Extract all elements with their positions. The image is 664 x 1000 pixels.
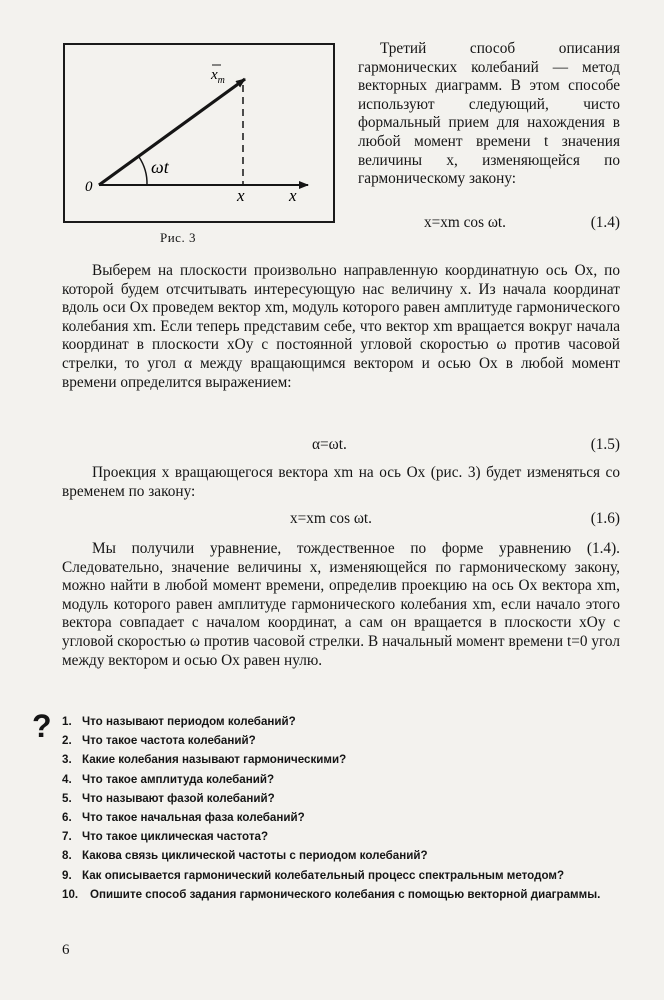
- angle-arc: [139, 157, 147, 185]
- page-number: 6: [62, 942, 70, 958]
- question-item: [62, 770, 624, 789]
- figure-caption: Рис. 3: [160, 230, 196, 245]
- body-paragraph: Проекция x вращающегося вектора xm на ось Ox (рис. 3) будет изменяться со временем по закону:: [62, 464, 620, 500]
- formula-number: (1.6): [590, 510, 620, 527]
- formula-1-5: [62, 436, 620, 456]
- question-text: Какие колебания называют гармоническими?: [82, 753, 347, 767]
- question-text: Что такое начальная фаза колебаний?: [82, 811, 305, 825]
- question-item: [62, 846, 624, 865]
- question-number: 1.: [62, 715, 72, 728]
- angle-label: ωt: [151, 157, 169, 177]
- body-paragraph: Выберем на плоскости произвольно направленную координатную ось Ox, по которой будем отсчитывать интересующую нас величину x. Из начала координат вдоль оси Ox проведем вектор xm, модуль которого равен амплитуде гармонического колебания xm. Если теперь представим себе, что вектор xm вращается вокруг начала координат в плоскости xOy с постоянной угловой скоростью ω против часовой стрелки, то угол α между вращающимся вектором и осью Ox в любой момент времени определится выражением:: [62, 262, 620, 391]
- question-item: [62, 789, 624, 808]
- question-number: 4.: [62, 772, 72, 786]
- question-number: 7.: [62, 830, 72, 844]
- question-item: [62, 750, 624, 769]
- origin-label: 0: [85, 179, 93, 195]
- question-number: 9.: [62, 868, 72, 882]
- review-questions-list: [62, 712, 624, 904]
- projection-label: x: [237, 186, 245, 205]
- question-text: Что называют фазой колебаний?: [82, 791, 275, 805]
- question-item: [62, 808, 624, 827]
- axis-label: x: [289, 186, 297, 205]
- vector-label-sub: m: [217, 75, 225, 86]
- question-text: Что такое частота колебаний?: [82, 734, 256, 748]
- question-text: Что такое циклическая частота?: [82, 830, 269, 844]
- question-number: 5.: [62, 791, 72, 805]
- formula-expression: α=ωt.: [312, 436, 347, 453]
- question-text: Как описывается гармонический колебательный процесс спектральным методом?: [82, 868, 565, 882]
- question-text: Что такое амплитуда колебаний?: [82, 772, 275, 786]
- rotating-vector: [99, 79, 245, 185]
- question-number: 2.: [62, 734, 72, 748]
- vector-diagram-svg: [65, 45, 333, 221]
- formula-number: (1.4): [590, 214, 620, 231]
- question-text: Какова связь циклической частоты с периодом колебаний?: [82, 849, 428, 863]
- vector-label: [210, 67, 225, 86]
- question-item: [62, 712, 624, 731]
- question-item: [62, 731, 624, 750]
- question-item: [62, 885, 624, 904]
- formula-expression: x=xm cos ωt.: [290, 510, 373, 527]
- figure-3-vector-diagram: [63, 43, 335, 223]
- question-number: 8.: [62, 849, 72, 863]
- question-number: 10.: [62, 887, 79, 901]
- question-mark-icon: ?: [32, 708, 52, 744]
- question-item: [62, 827, 624, 846]
- formula-number: (1.5): [590, 436, 620, 453]
- question-item: [62, 866, 624, 885]
- question-text: Что называют периодом колебаний?: [82, 715, 296, 728]
- body-paragraph: Мы получили уравнение, тождественное по форме уравнению (1.4). Следовательно, значение величины x, изменяющейся по гармоническому закону, можно найти в любой момент времени, определив проекцию на ось Ox вектора xm, модуль которого равен амплитуде гармонического колебания xm, если начало этого вектора совпадает с началом координат, а сам он вращается в плоскости xOy с угловой скоростью ω против часовой стрелки. В начальный момент времени t=0 угол между вектором и осью Ox равен нулю.: [62, 540, 620, 669]
- formula-1-4: [62, 214, 620, 234]
- formula-expression: x=xm cos ωt.: [424, 214, 507, 231]
- question-number: 6.: [62, 811, 72, 825]
- intro-paragraph: Третий способ описания гармонических колебаний — метод векторных диаграмм. В этом способе используют следующий, чисто формальный прием для нахождения в любой момент времени t значения величины x, изменяющейся по гармоническому закону:: [358, 40, 620, 188]
- formula-1-6: [62, 510, 620, 530]
- vector-label-main: x: [211, 67, 218, 83]
- question-number: 3.: [62, 753, 72, 767]
- question-text: Опишите способ задания гармонического колебания с помощью векторной диаграммы.: [90, 887, 601, 901]
